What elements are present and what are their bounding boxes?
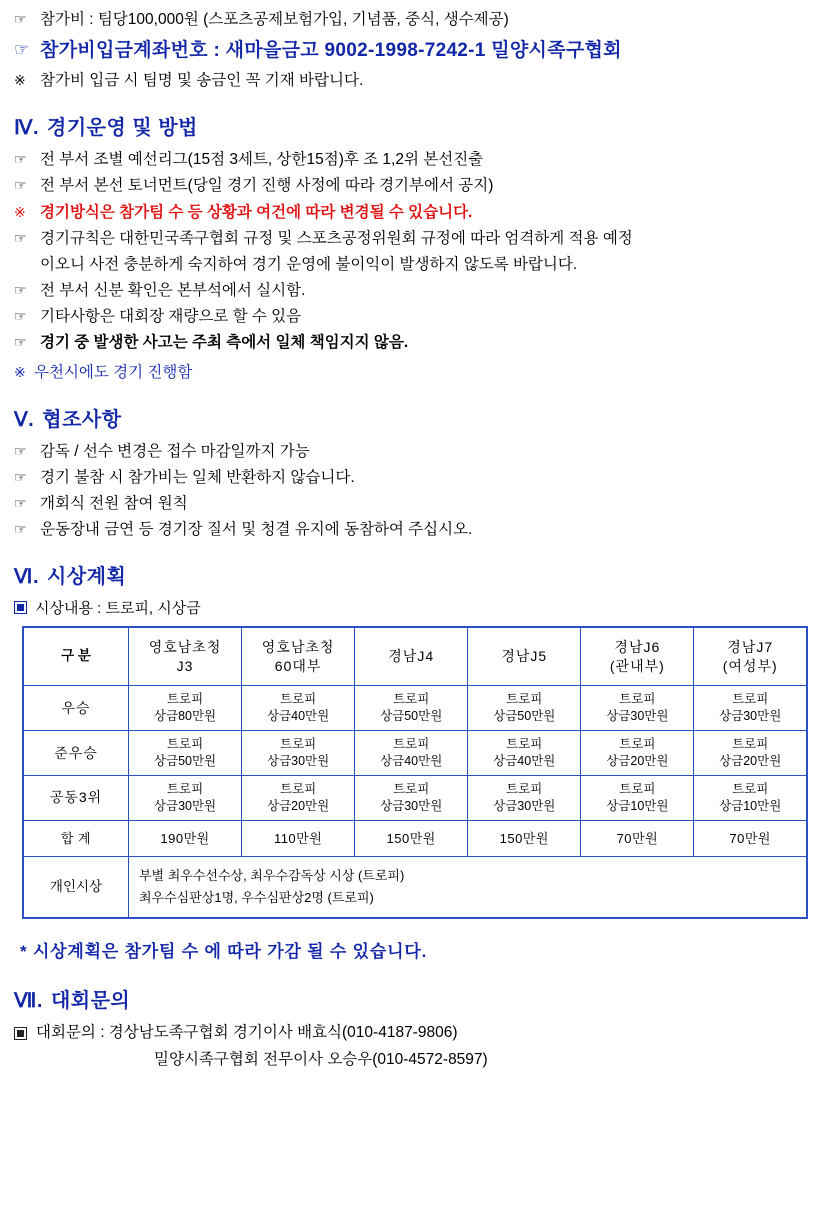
cell-line-2: 상금10만원 [719, 798, 782, 813]
cell-line-2: 상금50만원 [380, 709, 443, 724]
cell-line-1: 트로피 [506, 737, 543, 752]
table-cell [242, 775, 355, 820]
table-col-header-text: 경남J7 (여성부) [722, 638, 778, 674]
table-col-header [468, 627, 581, 686]
table-cell [355, 731, 468, 776]
rain-note-text: 우천시에도 경기 진행함 [34, 363, 193, 381]
table-header-row [23, 627, 807, 686]
deposit-note-text: 참가비 입금 시 팀명 및 송금인 꼭 기재 바랍니다. [40, 72, 364, 90]
table-cell [581, 731, 694, 776]
cell-line-1: 트로피 [393, 692, 430, 707]
list-item [14, 305, 824, 329]
deposit-note-line [14, 69, 824, 93]
list-item [14, 492, 824, 516]
table-row [23, 686, 807, 731]
list-item [14, 279, 824, 303]
list-item [14, 466, 824, 490]
list-item-label: 개회식 전원 참여 원칙 [40, 494, 188, 512]
cell-line-1: 트로피 [619, 692, 656, 707]
cell-line-2: 상금40만원 [380, 754, 443, 769]
reference-mark-icon: ※ [14, 72, 26, 89]
table-col-header-text: 영호남초청 60대부 [261, 638, 335, 674]
list-item-label: 전 부서 신분 확인은 본부석에서 실시함. [40, 281, 306, 299]
prize-table [22, 626, 808, 920]
cell-line-1: 트로피 [732, 737, 769, 752]
list-item [14, 331, 824, 355]
table-cell [129, 775, 242, 820]
list-item [14, 148, 824, 172]
table-col-header-text: 영호남초청 J3 [148, 638, 222, 674]
fee-text: 참가비 : 팀당100,000원 (스포츠공제보험가입, 기념품, 중식, 생수제공) [40, 11, 509, 28]
section-4-title: 경기운영 및 방법 [47, 117, 198, 140]
cell-line-2: 상금20만원 [719, 754, 782, 769]
reference-mark-icon: ※ [14, 203, 26, 220]
table-cell [242, 731, 355, 776]
table-col-header [581, 627, 694, 686]
list-item [14, 518, 824, 542]
table-cell: 70만원 [694, 820, 807, 857]
section-5-number: Ⅴ. [14, 408, 35, 431]
list-item [14, 174, 824, 198]
table-total-row [23, 820, 807, 857]
account-line [14, 36, 824, 65]
cell-line-1: 트로피 [506, 781, 543, 796]
list-item-label: 감독 / 선수 변경은 접수 마감일까지 가능 [40, 442, 310, 460]
cell-line-1: 트로피 [166, 781, 204, 796]
table-col-header [355, 627, 468, 686]
list-item-label: 경기 불참 시 참가비는 일체 반환하지 않습니다. [40, 468, 355, 486]
table-cell: 190만원 [129, 820, 242, 857]
cell-line-1: 트로피 [166, 737, 204, 752]
section-7-heading [14, 984, 824, 1013]
cell-line-1: 트로피 [393, 781, 430, 796]
table-row-label: 공동3위 [23, 775, 129, 820]
list-item-label: 경기 중 발생한 사고는 주최 측에서 일체 책임지지 않음. [40, 333, 409, 351]
cell-line-2: 상금50만원 [493, 709, 556, 724]
cell-line-2: 상금30만원 [606, 709, 669, 724]
contact-text: 대회문의 : 경상남도족구협회 경기이사 배효식(010-4187-9806) [36, 1024, 458, 1042]
list-item-label: 전 부서 본선 토너먼트(당일 경기 진행 사정에 따라 경기부에서 공지) [40, 177, 494, 195]
cell-line-1: 트로피 [280, 781, 317, 796]
table-row-label: 합 계 [23, 820, 129, 857]
list-item-label: 경기방식은 참가팀 수 등 상황과 여건에 따라 변경될 수 있습니다. [40, 203, 473, 221]
pointing-hand-icon: ☞ [14, 333, 27, 350]
cell-line-1: 트로피 [732, 692, 769, 707]
pointing-hand-icon: ☞ [14, 468, 27, 485]
pointing-hand-icon: ☞ [14, 307, 27, 324]
table-col-header [694, 627, 807, 686]
cell-line-2: 상금30만원 [493, 798, 556, 813]
list-item-label: 이오니 사전 충분하게 숙지하여 경기 운영에 불이익이 발생하지 않도록 바랍니다. [40, 255, 578, 273]
table-col-header-text: 경남J5 [501, 648, 548, 665]
table-cell: 150만원 [355, 820, 468, 857]
table-col-header-text: 경남J6 (관내부) [609, 638, 665, 674]
pointing-hand-icon: ☞ [14, 229, 27, 246]
contact-item [14, 1021, 824, 1046]
individual-award-line-2: 최우수심판상1명, 우수심판상2명 (트로피) [139, 890, 374, 906]
section-4-heading [14, 111, 824, 140]
table-col-header-text: 경남J4 [388, 648, 435, 665]
section-7-number: Ⅶ. [14, 990, 43, 1013]
fee-line [14, 8, 824, 32]
section-6-number: Ⅵ. [14, 565, 40, 588]
table-cell [355, 775, 468, 820]
list-item-continuation [14, 253, 824, 277]
reference-mark-icon: ※ [14, 363, 26, 380]
cell-line-1: 트로피 [280, 692, 317, 707]
list-item-label: 운동장내 금연 등 경기장 질서 및 청결 유지에 동참하여 주십시오. [40, 520, 473, 538]
table-cell [694, 731, 807, 776]
cell-line-2: 상금30만원 [719, 709, 782, 724]
section-4-number: Ⅳ. [14, 117, 40, 140]
list-item-label: 경기규칙은 대한민국족구협회 규정 및 스포츠공정위원회 규정에 따라 엄격하게 적용 예정 [40, 229, 633, 247]
table-cell: 110만원 [242, 820, 355, 857]
table-cell [468, 731, 581, 776]
list-item-label: 기타사항은 대회장 재량으로 할 수 있음 [40, 307, 302, 325]
list-item-label: 전 부서 조별 예선리그(15점 3세트, 상한15점)후 조 1,2위 본선진출 [40, 151, 484, 169]
filled-square-icon [14, 1027, 27, 1040]
table-col-header [129, 627, 242, 686]
cell-line-2: 상금10만원 [606, 798, 669, 813]
pointing-hand-icon: ☞ [14, 40, 30, 60]
pointing-hand-icon: ☞ [14, 151, 27, 168]
table-col-header [242, 627, 355, 686]
table-cell [694, 775, 807, 820]
list-item-warning [14, 201, 824, 225]
table-row-label: 개인시상 [23, 857, 129, 919]
contact-item [14, 1048, 824, 1073]
cell-line-2: 상금40만원 [267, 709, 330, 724]
table-cell [242, 686, 355, 731]
table-cell: 150만원 [468, 820, 581, 857]
pointing-hand-icon: ☞ [14, 442, 27, 459]
cell-line-1: 트로피 [166, 692, 204, 707]
filled-square-icon [14, 601, 27, 614]
table-cell [694, 686, 807, 731]
cell-line-2: 상금40만원 [493, 754, 556, 769]
table-row-label: 우승 [23, 686, 129, 731]
cell-line-1: 트로피 [280, 737, 317, 752]
list-item [14, 440, 824, 464]
section-6-title: 시상계획 [47, 565, 127, 588]
cell-line-2: 상금20만원 [267, 798, 330, 813]
cell-line-2: 상금30만원 [153, 798, 217, 813]
section-6-heading [14, 560, 824, 589]
pointing-hand-icon: ☞ [14, 177, 27, 194]
table-cell: 70만원 [581, 820, 694, 857]
prize-footnote: * 시상계획은 참가팀 수 에 따라 가감 될 수 있습니다. [20, 942, 428, 962]
cell-line-2: 상금20만원 [606, 754, 669, 769]
table-cell [581, 775, 694, 820]
table-cell [129, 731, 242, 776]
section-5-title: 협조사항 [42, 408, 122, 431]
prize-note-text: 시상내용 : 트로피, 시상금 [35, 599, 201, 617]
cell-line-1: 트로피 [393, 737, 430, 752]
cell-line-2: 상금30만원 [267, 754, 330, 769]
cell-line-1: 트로피 [732, 781, 769, 796]
table-col-header: 구 분 [23, 627, 129, 686]
individual-award-line-1: 부별 최우수선수상, 최우수감독상 시상 (트로피) [139, 868, 405, 884]
table-row [23, 731, 807, 776]
table-cell [129, 857, 808, 919]
cell-line-2: 상금50만원 [153, 754, 217, 769]
table-cell [468, 775, 581, 820]
pointing-hand-icon: ☞ [14, 281, 27, 298]
prize-note [14, 597, 824, 618]
table-cell [355, 686, 468, 731]
cell-line-2: 상금80만원 [153, 709, 217, 724]
table-cell [468, 686, 581, 731]
section-7-title: 대회문의 [50, 990, 131, 1013]
cell-line-1: 트로피 [506, 692, 543, 707]
table-cell [129, 686, 242, 731]
rain-note-line [14, 361, 824, 385]
table-individual-row [23, 857, 807, 919]
cell-line-1: 트로피 [619, 737, 656, 752]
pointing-hand-icon: ☞ [14, 520, 27, 537]
section-5-heading [14, 403, 824, 432]
cell-line-2: 상금30만원 [380, 798, 443, 813]
account-text: 참가비입금계좌번호 : 새마을금고 9002-1998-7242-1 밀양시족구협회 [40, 40, 622, 62]
contact-text: 밀양시족구협회 전무이사 오승우(010-4572-8597) [154, 1051, 488, 1069]
cell-line-1: 트로피 [619, 781, 656, 796]
pointing-hand-icon: ☞ [14, 11, 27, 27]
table-row [23, 775, 807, 820]
table-row-label: 준우승 [23, 731, 129, 776]
pointing-hand-icon: ☞ [14, 494, 27, 511]
list-item [14, 227, 824, 251]
table-cell [581, 686, 694, 731]
